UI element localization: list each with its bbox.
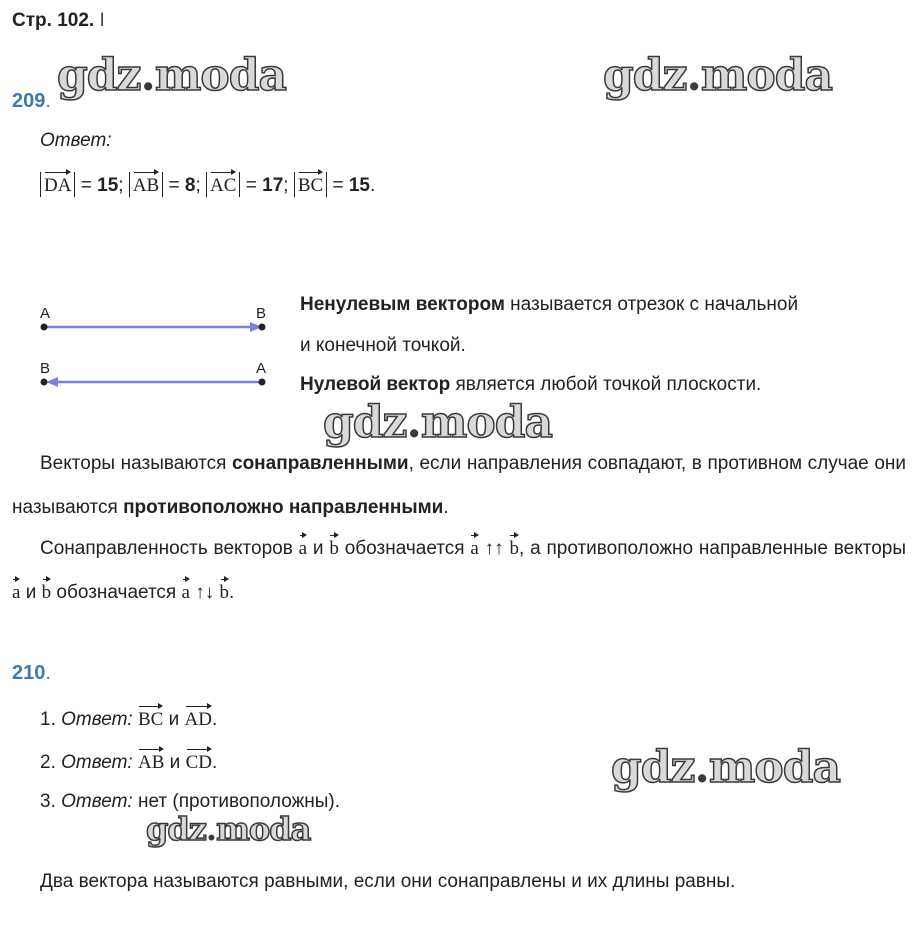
paragraph-notation: Сонаправленность векторов a и b обозначается a ↑↑ b, а противоположно направленные векторы a и b обозначается a ↑↓ b.	[12, 527, 906, 615]
point	[41, 324, 48, 331]
watermark: gdz.moda	[323, 397, 553, 448]
point-label: B	[256, 305, 267, 322]
page-header	[12, 10, 105, 32]
paragraph-codirectional: Векторы называются сонаправленными, если направления совпадают, в противном случае они называются противоположно направленными.	[12, 453, 906, 518]
answer-209-line: DA = 15; AB = 8; AC = 17; BC = 15.	[40, 172, 375, 197]
answer-210-3: 3. Ответ: нет (противоположны).	[40, 791, 341, 812]
watermark: gdz.moda	[146, 810, 311, 848]
vector-diagram	[30, 300, 280, 400]
vector-magnitude: BC	[294, 172, 327, 197]
point	[259, 379, 266, 386]
watermark: gdz.moda	[603, 50, 833, 101]
task-number-209: 209.	[12, 90, 51, 112]
vector-magnitude: AB	[129, 172, 163, 197]
point	[41, 379, 48, 386]
watermark: gdz.moda	[611, 742, 841, 793]
point-label: A	[40, 305, 51, 322]
text-cursor: I	[99, 10, 105, 31]
page-label: Стр. 102.	[12, 10, 95, 31]
arrowhead	[46, 377, 58, 387]
equal-vectors-definition: Два вектора называются равными, если они сонаправлены и их длины равны.	[40, 871, 736, 892]
answer-210-1: 1. Ответ: BC и AD.	[40, 706, 217, 731]
watermark: gdz.moda	[57, 50, 287, 101]
point	[259, 324, 266, 331]
point-label: B	[40, 360, 51, 377]
vector-magnitude: DA	[40, 172, 75, 197]
definition-nonzero-cont: и конечной точкой.	[300, 335, 466, 356]
point-label: A	[256, 360, 267, 377]
definition-nonzero: Ненулевым вектором называется отрезок с начальной	[300, 294, 799, 315]
definition-zero: Нулевой вектор является любой точкой плоскости.	[300, 374, 762, 395]
answer-210-2: 2. Ответ: AB и CD.	[40, 749, 217, 774]
vector-magnitude: AC	[206, 172, 240, 197]
task-number-210: 210.	[12, 662, 51, 684]
answer-label: Ответ:	[40, 130, 112, 151]
